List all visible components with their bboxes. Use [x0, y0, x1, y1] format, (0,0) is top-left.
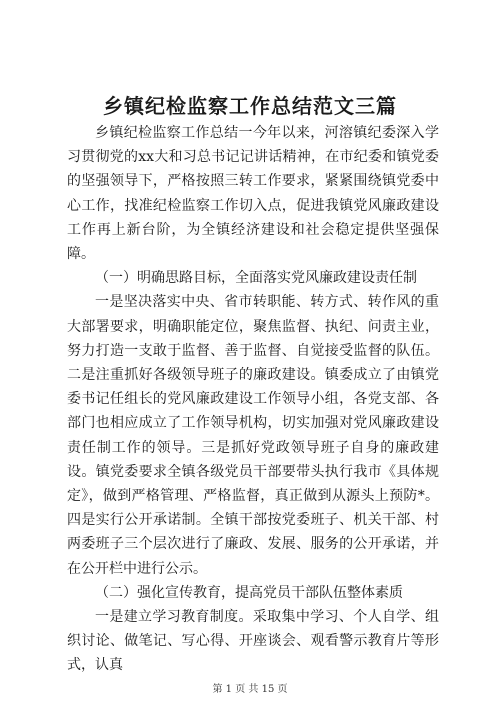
document-body — [67, 121, 439, 678]
intro-paragraph: 乡镇纪检监察工作总结一今年以来，河溶镇纪委深入学习贯彻党的xx大和习总书记记讲话精神，在市纪委和镇党委的坚强领导下，严格按照三转工作要求，紧紧围绕镇党委中心工作，找准纪检监察工作切入点，促进我镇党风廉政建设工作再上新台阶，为全镇经济建设和社会稳定提供坚强保障。 — [67, 125, 439, 263]
section-1-paragraph: 一是坚决落实中央、省市转职能、转方式、转作风的重大部署要求，明确职能定位，聚焦监督、执纪、问责主业，努力打造一支敢于监督、善于监督、自觉接受监督的队伍。二是注重抓好各级领导班子的廉政建设。镇委成立了由镇党委书记任组长的党风廉政建设工作领导小组，各党支部、各部门也相应成立了工作领导机构，切实加强对党风廉政建设责任制工作的领导。三是抓好党政领导班子自身的廉政建设。镇党委要求全镇各级党员干部要带头执行我市《具体规定》，做到严格管理、严格监督，真正做到从源头上预防*。四是实行公开承诺制。全镇干部按党委班子、机关干部、村两委班子三个层次进行了廉政、发展、服务的公开承诺，并在公开栏中进行公示。 — [67, 294, 439, 577]
document-title: 乡镇纪检监察工作总结范文三篇 — [103, 94, 397, 118]
section-heading-1: （一）明确思路目标，全面落实党风廉政建设责任制 — [95, 270, 417, 287]
section-heading-2: （二）强化宣传教育，提高党员干部队伍整体素质 — [95, 584, 403, 601]
page-footer: 第 1 页 共 15 页 — [212, 684, 288, 695]
section-2-paragraph: 一是建立学习教育制度。采取集中学习、个人自学、组织讨论、做笔记、写心得、开座谈会、观看警示教育片等形式，认真 — [67, 609, 439, 674]
